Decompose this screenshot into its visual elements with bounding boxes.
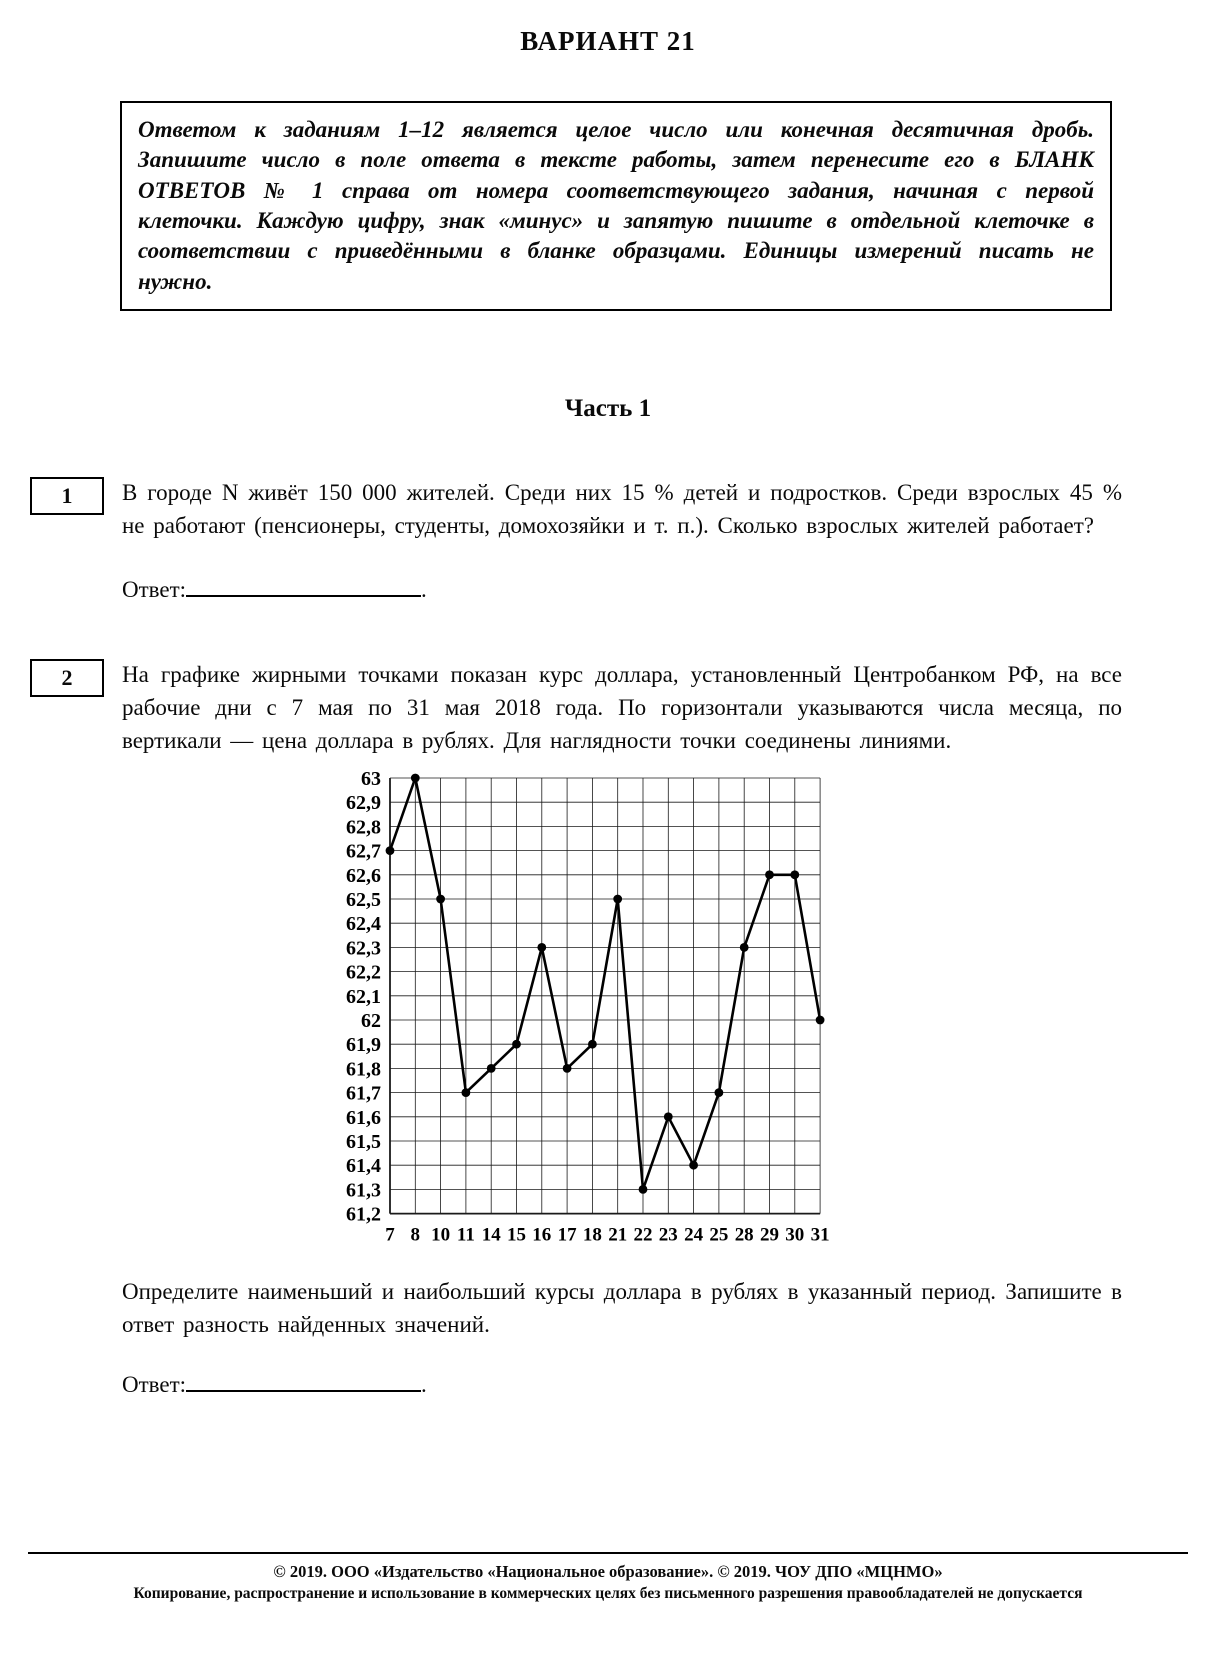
problem-1-text: В городе N живёт 150 000 жителей. Среди них 15 % детей и подростков. Среди взрослых 45 % не работают (пенсионеры, студенты, домохозяйки и т. п.). Сколько взрослых жителей работает? (122, 480, 1122, 539)
x-tick-label: 23 (658, 1224, 678, 1246)
footer-divider (28, 1552, 1188, 1554)
problem-1-answer-blank (186, 573, 421, 597)
y-tick-label: 61,6 (346, 1106, 381, 1129)
x-tick-label: 8 (410, 1224, 421, 1246)
x-tick-label: 16 (532, 1224, 552, 1246)
y-tick-label: 61,4 (346, 1154, 381, 1177)
data-point (816, 1015, 825, 1024)
y-tick-label: 61,2 (346, 1203, 381, 1226)
y-tick-label: 62,8 (346, 816, 381, 839)
y-tick-label: 61,3 (346, 1179, 381, 1202)
data-point (588, 1039, 597, 1048)
instruction-box (120, 101, 1112, 311)
data-point (714, 1088, 723, 1097)
problem-2-after-chart-text: Определите наименьший и наибольший курсы доллара в рублях в указанный период. Запишите в ответ разность найденных значений. (122, 1279, 1122, 1338)
x-tick-label: 30 (785, 1224, 805, 1246)
x-tick-label: 31 (810, 1224, 830, 1246)
part-title: Часть 1 (564, 395, 652, 423)
instruction-text: Ответом к заданиям 1–12 является целое число или конечная десятичная дробь. Запишите число в поле ответа в тексте работы, затем перенесите его в БЛАНК ОТВЕТОВ № 1 справа от номера соответствующего задания, начиная с первой клеточки. Каждую цифру, знак «минус» и запятую пишите в отдельной клеточке в соответствии с приведёнными в бланке образцами. Единицы измерений писать не нужно. (138, 117, 1094, 294)
x-tick-label: 14 (481, 1224, 501, 1246)
x-tick-label: 7 (385, 1224, 395, 1246)
problem-1-answer-period: . (421, 577, 427, 603)
data-point (537, 943, 546, 952)
y-tick-label: 62,6 (346, 864, 381, 887)
footer (0, 1552, 1216, 1603)
problem-2-answer-line (122, 1368, 1216, 1398)
data-point (487, 1064, 496, 1073)
y-tick-label: 62 (361, 1009, 381, 1032)
data-point (740, 943, 749, 952)
problem-2-answer-blank (186, 1368, 421, 1392)
problem-1 (0, 477, 1216, 603)
y-tick-label: 61,8 (346, 1058, 381, 1081)
x-tick-label: 24 (684, 1224, 704, 1246)
y-tick-label: 62,4 (346, 912, 381, 935)
y-tick-label: 62,1 (346, 985, 381, 1008)
data-point (563, 1064, 572, 1073)
problem-2 (0, 659, 1216, 1398)
problem-2-number-box (30, 659, 104, 697)
x-tick-label: 21 (608, 1224, 628, 1246)
problem-1-answer-line (122, 573, 1216, 603)
y-tick-label: 62,7 (346, 840, 381, 863)
y-tick-label: 62,5 (346, 888, 381, 911)
x-tick-label: 22 (633, 1224, 653, 1246)
footer-copy-notice: Копирование, распространение и использование в коммерческих целях без письменного разрешения правообладателей не допускается (133, 1585, 1083, 1602)
data-point (512, 1039, 521, 1048)
data-point (639, 1185, 648, 1194)
problem-1-number-box (30, 477, 104, 515)
x-tick-label: 11 (456, 1224, 475, 1246)
data-point (461, 1088, 470, 1097)
y-tick-label: 62,3 (346, 937, 381, 960)
y-tick-label: 61,5 (346, 1130, 381, 1153)
data-point (790, 870, 799, 879)
x-tick-label: 10 (431, 1224, 451, 1246)
x-tick-label: 29 (760, 1224, 779, 1246)
y-tick-label: 62,2 (346, 961, 381, 984)
footer-copyright: © 2019. ООО «Издательство «Национальное образование». © 2019. ЧОУ ДПО «МЦНМО» (273, 1562, 943, 1581)
page-title: ВАРИАНТ 21 (520, 26, 696, 56)
data-point (613, 894, 622, 903)
x-tick-label: 15 (507, 1224, 526, 1246)
y-tick-label: 62,9 (346, 791, 381, 814)
chart-container (326, 768, 1216, 1259)
x-tick-label: 25 (709, 1224, 729, 1246)
problem-2-text: На графике жирными точками показан курс доллара, установленный Центробанком РФ, на все рабочие дни с 7 мая по 31 мая 2018 года. По горизонтали указываются числа месяца, по вертикали — цена доллара в рублях. Для наглядности точки соединены линиями. (122, 662, 1122, 753)
y-tick-label: 63 (361, 767, 381, 790)
problem-2-number: 2 (61, 665, 73, 691)
data-point (765, 870, 774, 879)
x-tick-label: 28 (734, 1224, 754, 1246)
data-point (689, 1160, 698, 1169)
data-point (386, 846, 395, 855)
problem-1-number: 1 (61, 483, 73, 509)
x-tick-label: 18 (582, 1224, 602, 1246)
x-tick-label: 17 (557, 1224, 577, 1246)
problem-2-answer-period: . (421, 1372, 427, 1398)
data-point (664, 1112, 673, 1121)
data-point (411, 773, 420, 782)
dollar-rate-chart (326, 768, 830, 1254)
rate-line (390, 778, 820, 1189)
problem-2-answer-label: Ответ: (122, 1372, 187, 1398)
problem-1-answer-label: Ответ: (122, 577, 187, 603)
y-tick-label: 61,9 (346, 1033, 381, 1056)
data-point (436, 894, 445, 903)
y-tick-label: 61,7 (346, 1082, 381, 1105)
